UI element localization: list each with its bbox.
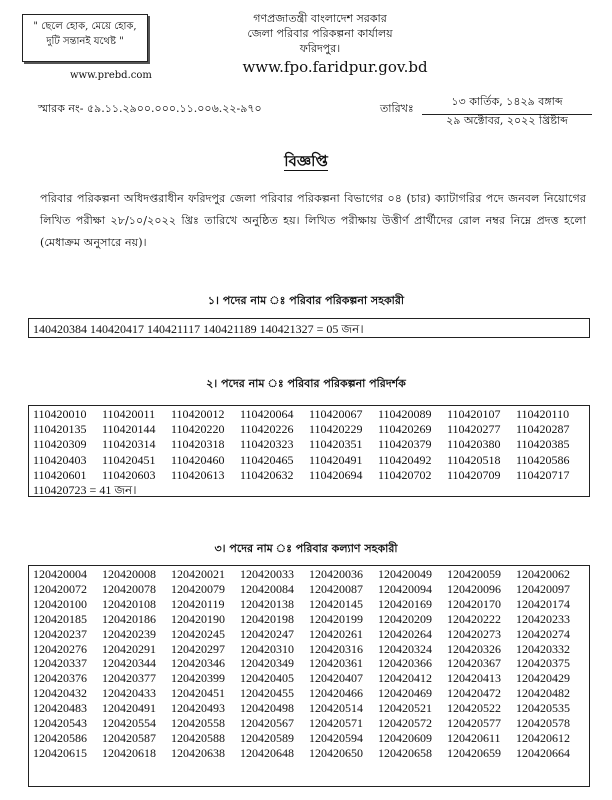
roll-number: 110420492 [378, 452, 432, 467]
roll-number: 120420297 [171, 641, 225, 656]
roll-number: 120420498 [240, 701, 294, 716]
roll-number: 110420709 [447, 467, 501, 482]
roll-number: 120420407 [309, 671, 363, 686]
roll-number: 120420521 [378, 701, 432, 716]
slogan-website: www.prebd.com [70, 70, 152, 81]
roll-number: 120420078 [102, 581, 156, 596]
slogan-line-1: " ছেলে হোক, মেয়ে হোক, [33, 21, 137, 32]
roll-number: 110420011 [102, 407, 156, 421]
memo-date-label: তারিখঃ [380, 102, 414, 115]
roll-number: 120420558 [171, 716, 225, 731]
roll-number: 120420514 [309, 701, 363, 716]
roll-number: 120420483 [33, 701, 87, 716]
roll-number: 120420554 [102, 716, 156, 731]
section-3-rolls [28, 565, 590, 787]
roll-number: 120420209 [378, 611, 432, 626]
roll-number: 110420723 = 41 জন। [33, 483, 137, 498]
roll-number: 110420465 [240, 452, 294, 467]
header-government: গণপ্রজাতন্ত্রী বাংলাদেশ সরকার [253, 12, 387, 25]
roll-number: 120420059 [447, 567, 501, 581]
roll-number: 110420694 [309, 467, 363, 482]
roll-number: 110420451 [102, 452, 156, 467]
roll-number: 120420451 [171, 686, 225, 701]
roll-number: 120420466 [309, 686, 363, 701]
roll-number: 120420049 [378, 567, 432, 581]
roll-number: 110420717 [516, 467, 570, 482]
roll-number: 120420491 [102, 701, 156, 716]
roll-number: 120420588 [171, 730, 225, 745]
roll-number: 120420346 [171, 656, 225, 671]
roll-number: 120420199 [309, 611, 363, 626]
roll-number: 110420318 [171, 437, 225, 452]
roll-number: 120420482 [516, 686, 570, 701]
roll-number: 110420287 [516, 422, 570, 437]
section-2-heading: ২। পদের নাম ঃ পরিবার পরিকল্পনা পরিদর্শক [206, 377, 406, 390]
roll-number: 120420650 [309, 745, 363, 760]
roll-number: 120420291 [102, 641, 156, 656]
roll-number: 110420110 [516, 407, 570, 421]
roll-number: 120420366 [378, 656, 432, 671]
roll-number: 120420337 [33, 656, 87, 671]
roll-number: 120420405 [240, 671, 294, 686]
roll-number: 120420094 [378, 581, 432, 596]
roll-number: 120420618 [102, 745, 156, 760]
roll-number: 120420062 [516, 567, 570, 581]
header-office: জেলা পরিবার পরিকল্পনা কার্যালয় [247, 27, 393, 40]
roll-number: 120420119 [171, 596, 225, 611]
roll-number: 110420012 [171, 407, 225, 421]
roll-number: 120420237 [33, 626, 87, 641]
roll-number: 120420233 [516, 611, 570, 626]
roll-number: 120420186 [102, 611, 156, 626]
roll-number: 120420367 [447, 656, 501, 671]
roll-number: 120420412 [378, 671, 432, 686]
roll-number: 120420648 [240, 745, 294, 760]
roll-number: 120420543 [33, 716, 87, 731]
roll-number: 120420361 [309, 656, 363, 671]
notice-title-text: বিজ্ঞপ্তি [284, 152, 328, 170]
roll-number: 110420226 [240, 422, 294, 437]
roll-number: 110420277 [447, 422, 501, 437]
notice-title [0, 150, 612, 175]
roll-number: 120420261 [309, 626, 363, 641]
roll-number: 110420229 [309, 422, 363, 437]
roll-number: 120420432 [33, 686, 87, 701]
roll-number: 110420107 [447, 407, 501, 421]
roll-number: 120420586 [33, 730, 87, 745]
roll-number: 120420615 [33, 745, 87, 760]
roll-number: 120420429 [516, 671, 570, 686]
roll-number: 120420033 [240, 567, 294, 581]
roll-number: 120420469 [378, 686, 432, 701]
roll-number: 120420455 [240, 686, 294, 701]
roll-number: 120420377 [102, 671, 156, 686]
roll-number: 120420138 [240, 596, 294, 611]
roll-number: 110420135 [33, 422, 87, 437]
roll-number: 120420170 [447, 596, 501, 611]
section-3-roll-grid [29, 566, 589, 762]
roll-number: 120420332 [516, 641, 570, 656]
section-3-heading: ৩। পদের নাম ঃ পরিবার কল্যাণ সহকারী [214, 542, 398, 555]
roll-number: 120420198 [240, 611, 294, 626]
roll-number: 120420535 [516, 701, 570, 716]
roll-number: 120420239 [102, 626, 156, 641]
roll-number: 120420174 [516, 596, 570, 611]
roll-number: 120420036 [309, 567, 363, 581]
roll-number: 120420310 [240, 641, 294, 656]
roll-number: 110420351 [309, 437, 363, 452]
roll-number: 120420316 [309, 641, 363, 656]
memo-date-bangla: ১৩ কার্তিক, ১৪২৯ বঙ্গাব্দ [422, 93, 592, 115]
roll-number: 120420433 [102, 686, 156, 701]
roll-number: 110420403 [33, 452, 87, 467]
roll-number: 110420632 [240, 467, 294, 482]
roll-number: 120420021 [171, 567, 225, 581]
roll-number: 120420008 [102, 567, 156, 581]
section-1-rolls: 140420384 140420417 140421117 140421189 140421327 = 05 জন। [28, 318, 590, 338]
section-1-heading: ১। পদের নাম ঃ পরিবার পরিকল্পনা সহকারী [207, 294, 405, 307]
roll-number: 120420276 [33, 641, 87, 656]
roll-number: 120420399 [171, 671, 225, 686]
roll-number: 110420323 [240, 437, 294, 452]
roll-number: 120420084 [240, 581, 294, 596]
roll-number: 110420491 [309, 452, 363, 467]
roll-number: 120420578 [516, 716, 570, 731]
roll-number: 110420010 [33, 407, 87, 421]
roll-number: 120420087 [309, 581, 363, 596]
roll-number: 120420245 [171, 626, 225, 641]
roll-number: 120420375 [516, 656, 570, 671]
roll-number: 110420603 [102, 467, 156, 482]
header-location: ফরিদপুর। [299, 42, 341, 55]
roll-number: 110420220 [171, 422, 225, 437]
roll-number: 120420274 [516, 626, 570, 641]
roll-number: 120420079 [171, 581, 225, 596]
roll-number: 110420064 [240, 407, 294, 421]
roll-number: 120420190 [171, 611, 225, 626]
roll-number: 120420349 [240, 656, 294, 671]
roll-number: 110420586 [516, 452, 570, 467]
roll-number: 110420314 [102, 437, 156, 452]
roll-number: 120420072 [33, 581, 87, 596]
roll-number: 120420222 [447, 611, 501, 626]
roll-number: 110420702 [378, 467, 432, 482]
roll-number: 120420612 [516, 730, 570, 745]
roll-number: 120420169 [378, 596, 432, 611]
roll-number: 120420185 [33, 611, 87, 626]
slogan-box [22, 14, 148, 62]
roll-number: 110420385 [516, 437, 570, 452]
roll-number: 120420344 [102, 656, 156, 671]
section-2-roll-grid [29, 406, 589, 499]
roll-number: 120420567 [240, 716, 294, 731]
roll-number: 120420611 [447, 730, 501, 745]
roll-number: 110420309 [33, 437, 87, 452]
roll-number: 120420376 [33, 671, 87, 686]
roll-number: 120420658 [378, 745, 432, 760]
roll-number: 120420100 [33, 596, 87, 611]
roll-number: 120420096 [447, 581, 501, 596]
notice-paragraph: পরিবার পরিকল্পনা অধিদপ্তরাধীন ফরিদপুর জেলা পরিবার পরিকল্পনা বিভাগের ০৪ (চার) ক্যাটাগরির পদে জনবল নিয়োগের লিখিত পরীক্ষা ২৮/১০/২০২২ খ্রিঃ তারিখে অনুষ্ঠিত হয়। লিখিত পরীক্ষায় উত্তীর্ণ প্রার্থীদের রোল নম্বর নিম্নে প্রদত্ত হলো (মেধাক্রম অনুসারে নয়)। [40, 192, 586, 249]
roll-number: 120420594 [309, 730, 363, 745]
roll-number: 120420577 [447, 716, 501, 731]
roll-number: 120420264 [378, 626, 432, 641]
roll-number: 120420145 [309, 596, 363, 611]
memo-reference: স্মারক নং- ৫৯.১১.২৯০০.০০০.১১.০০৬.২২-৯৭০ [38, 102, 262, 115]
roll-number: 110420379 [378, 437, 432, 452]
roll-number: 110420089 [378, 407, 432, 421]
roll-number: 120420587 [102, 730, 156, 745]
roll-number: 120420638 [171, 745, 225, 760]
roll-number: 110420518 [447, 452, 501, 467]
roll-number: 110420144 [102, 422, 156, 437]
section-2-rolls [28, 405, 590, 497]
header-website: www.fpo.faridpur.gov.bd [242, 58, 428, 76]
roll-number: 120420571 [309, 716, 363, 731]
roll-number: 120420247 [240, 626, 294, 641]
roll-number: 120420324 [378, 641, 432, 656]
roll-number: 120420004 [33, 567, 87, 581]
memo-date-english: ২৯ অক্টোবর, ২০২২ খ্রিষ্টাব্দ [446, 114, 568, 127]
roll-number: 120420659 [447, 745, 501, 760]
roll-number: 110420380 [447, 437, 501, 452]
roll-number: 120420097 [516, 581, 570, 596]
roll-number: 120420273 [447, 626, 501, 641]
roll-number: 110420613 [171, 467, 225, 482]
roll-number: 110420067 [309, 407, 363, 421]
roll-number: 120420664 [516, 745, 570, 760]
roll-number: 120420493 [171, 701, 225, 716]
roll-number: 120420413 [447, 671, 501, 686]
slogan-line-2: দুটি সন্তানই যথেষ্ট " [46, 36, 124, 47]
roll-number: 120420572 [378, 716, 432, 731]
roll-number: 110420460 [171, 452, 225, 467]
roll-number: 110420269 [378, 422, 432, 437]
roll-number: 120420609 [378, 730, 432, 745]
roll-number: 120420522 [447, 701, 501, 716]
roll-number: 120420589 [240, 730, 294, 745]
roll-number: 120420108 [102, 596, 156, 611]
roll-number: 120420472 [447, 686, 501, 701]
roll-number: 110420601 [33, 467, 87, 482]
roll-number: 120420326 [447, 641, 501, 656]
